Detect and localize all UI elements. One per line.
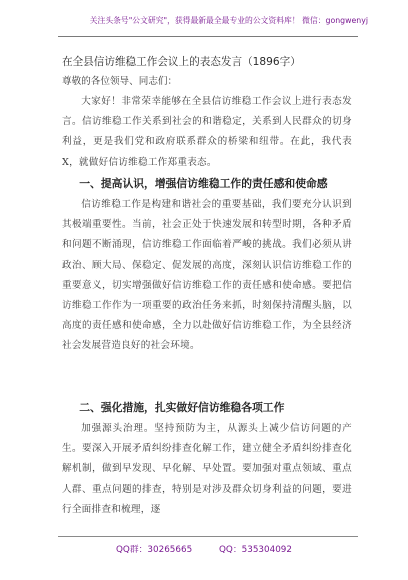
qq-group-text: QQ群：30265665 — [115, 545, 193, 555]
section-1-paragraph: 信访维稳工作是构建和谐社会的重要基础，我们要充分认识到其极端重要性。当前，社会正处于快速发展和转型时期，各种矛盾和问题不断涌现，信访维稳工作面临着严峻的挑战。我们必须从讲政治、顾大局、保稳定、促发展的高度，深刻认识信访维稳工作的重要意义，切实增强做好信访维稳工作的责任感和使命感。要把信访维稳工作作为一项重要的政治任务来抓，时刻保持清醒头脑，以高度的责任感和使命感，全力以赴做好信访维稳工作，为全县经济社会发展营造良好的社会环境。 — [62, 199, 352, 352]
footer-divider — [58, 536, 358, 537]
qq-text: QQ：535304092 — [218, 545, 293, 555]
section-heading-2: 二、强化措施，扎实做好信访维稳各项工作 — [79, 401, 285, 414]
footer — [0, 536, 408, 556]
section-heading-1: 一、提高认识，增强信访维稳工作的责任感和使命感 — [79, 177, 328, 190]
promo-banner-text: 关注头条号"公文研究"，获得最新最全最专业的公文资料库！ 微信：gongwenyj — [89, 16, 368, 25]
footer-contact — [0, 542, 408, 555]
document-title: 在全县信访维稳工作会议上的表态发言（1896字） — [62, 56, 301, 68]
header-banner — [0, 14, 408, 36]
salutation: 尊敬的各位领导、同志们： — [62, 76, 178, 87]
intro-paragraph: 大家好！非常荣幸能够在全县信访维稳工作会议上进行表态发言。信访维稳工作关系到社会的和谐稳定，关系到人民群众的切身利益，更是我们党和政府联系群众的桥梁和纽带。在此，我代表X，就做好信访维稳工作郑重表态。 — [62, 96, 352, 168]
section-2-paragraph: 加强源头治理。坚持预防为主，从源头上减少信访问题的产生。要深入开展矛盾纠纷排查化解工作，建立健全矛盾纠纷排查化解机制，做到早发现、早化解、早处置。要加强对重点领域、重点人群、重点问题的排查，特别是对涉及群众切身利益的问题，要进行全面排查和梳理，逐 — [62, 423, 352, 515]
document-body — [62, 52, 352, 540]
header-divider — [58, 36, 358, 37]
